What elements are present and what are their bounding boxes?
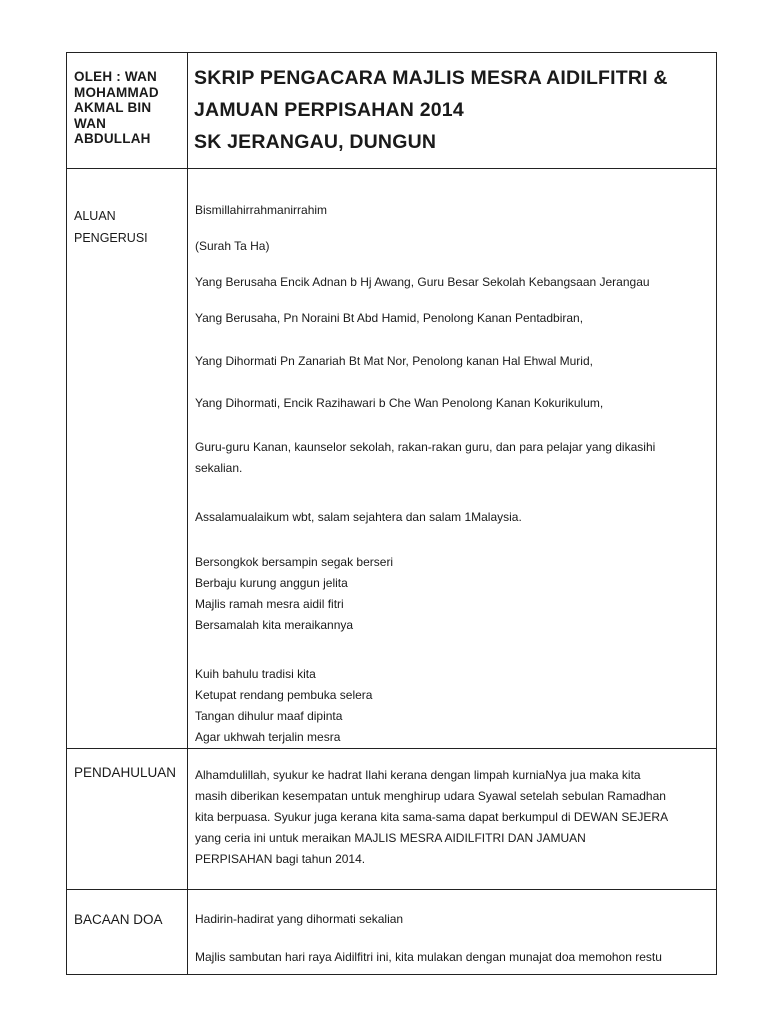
pendahuluan-label-cell xyxy=(67,749,188,890)
label-line: ALUAN xyxy=(74,209,116,223)
text-line: kita berpuasa. Syukur juga kerana kita sama-sama dapat berkumpul di DEWAN SEJERA xyxy=(195,810,669,824)
pendahuluan-content xyxy=(188,749,716,870)
paragraph: Hadirin-hadirat yang dihormati sekalian xyxy=(195,912,404,926)
aluan-label-cell xyxy=(67,169,188,749)
aluan-label xyxy=(67,169,187,249)
paragraph: Majlis sambutan hari raya Aidilfitri ini, kita mulakan dengan munajat doa memohon restu xyxy=(195,950,662,964)
pendahuluan-label: PENDAHULUAN xyxy=(74,765,177,780)
bacaan-doa-row xyxy=(67,890,717,975)
pantun-verse xyxy=(195,552,716,636)
verse-line: Ketupat rendang pembuka selera xyxy=(195,688,373,702)
verse-line: Berbaju kurung anggun jelita xyxy=(195,576,348,590)
author-line: AKMAL BIN xyxy=(74,100,152,115)
verse-line: Tangan dihulur maaf dipinta xyxy=(195,709,343,723)
text-line: Guru-guru Kanan, kaunselor sekolah, rakan-rakan guru, dan para pelajar yang dikasihi xyxy=(195,440,656,454)
author-line: ABDULLAH xyxy=(74,131,151,146)
text-line: masih diberikan kesempatan untuk menghirup udara Syawal setelah sebulan Ramadhan xyxy=(195,789,666,803)
text-line: Alhamdulillah, syukur ke hadrat Ilahi kerana dengan limpah kurniaNya jua maka kita xyxy=(195,768,641,782)
bacaan-doa-content xyxy=(188,890,716,964)
author-cell xyxy=(67,53,188,169)
author-line: WAN xyxy=(74,115,107,131)
pendahuluan-row xyxy=(67,749,717,890)
paragraph: Yang Berusaha Encik Adnan b Hj Awang, Guru Besar Sekolah Kebangsaan Jerangau xyxy=(195,275,650,289)
paragraph xyxy=(195,437,716,479)
verse-line: Bersongkok bersampin segak berseri xyxy=(195,555,394,569)
verse-line: Bersamalah kita meraikannya xyxy=(195,618,354,632)
paragraph: Yang Dihormati Pn Zanariah Bt Mat Nor, Penolong kanan Hal Ehwal Murid, xyxy=(195,354,593,368)
paragraph: Yang Dihormati, Encik Razihawari b Che Wan Penolong Kanan Kokurikulum, xyxy=(195,396,604,410)
title-cell xyxy=(188,53,717,169)
author-line: MOHAMMAD xyxy=(74,84,159,100)
verse-line: Agar ukhwah terjalin mesra xyxy=(195,730,341,744)
aluan-content xyxy=(188,169,716,748)
bacaan-doa-label: BACAAN DOA xyxy=(74,912,163,927)
aluan-content-cell xyxy=(188,169,717,749)
bacaan-doa-label-cell xyxy=(67,890,188,975)
script-table xyxy=(66,52,717,975)
pantun-verse xyxy=(195,664,716,748)
title-line: SK JERANGAU, DUNGUN xyxy=(194,131,437,153)
author-block xyxy=(67,53,187,147)
text-line: sekalian. xyxy=(195,461,243,475)
pendahuluan-content-cell xyxy=(188,749,717,890)
title-line: SKRIP PENGACARA MAJLIS MESRA AIDILFITRI & xyxy=(194,67,668,89)
bacaan-doa-content-cell xyxy=(188,890,717,975)
paragraph: Yang Berusaha, Pn Noraini Bt Abd Hamid, Penolong Kanan Pentadbiran, xyxy=(195,311,584,325)
paragraph: Bismillahirrahmanirrahim xyxy=(195,203,328,217)
verse-line: Majlis ramah mesra aidil fitri xyxy=(195,597,344,611)
aluan-row xyxy=(67,169,717,749)
author-line: OLEH : WAN xyxy=(74,69,157,84)
header-row xyxy=(67,53,717,169)
title-line: JAMUAN PERPISAHAN 2014 xyxy=(194,99,464,121)
text-line: yang ceria ini untuk meraikan MAJLIS MESRA AIDILFITRI DAN JAMUAN xyxy=(195,831,586,845)
paragraph: (Surah Ta Ha) xyxy=(195,239,270,253)
text-line: PERPISAHAN bagi tahun 2014. xyxy=(195,852,366,866)
document-title xyxy=(188,53,716,158)
paragraph: Assalamualaikum wbt, salam sejahtera dan salam 1Malaysia. xyxy=(195,510,522,524)
label-line: PENGERUSI xyxy=(74,231,148,245)
verse-line: Kuih bahulu tradisi kita xyxy=(195,667,316,681)
